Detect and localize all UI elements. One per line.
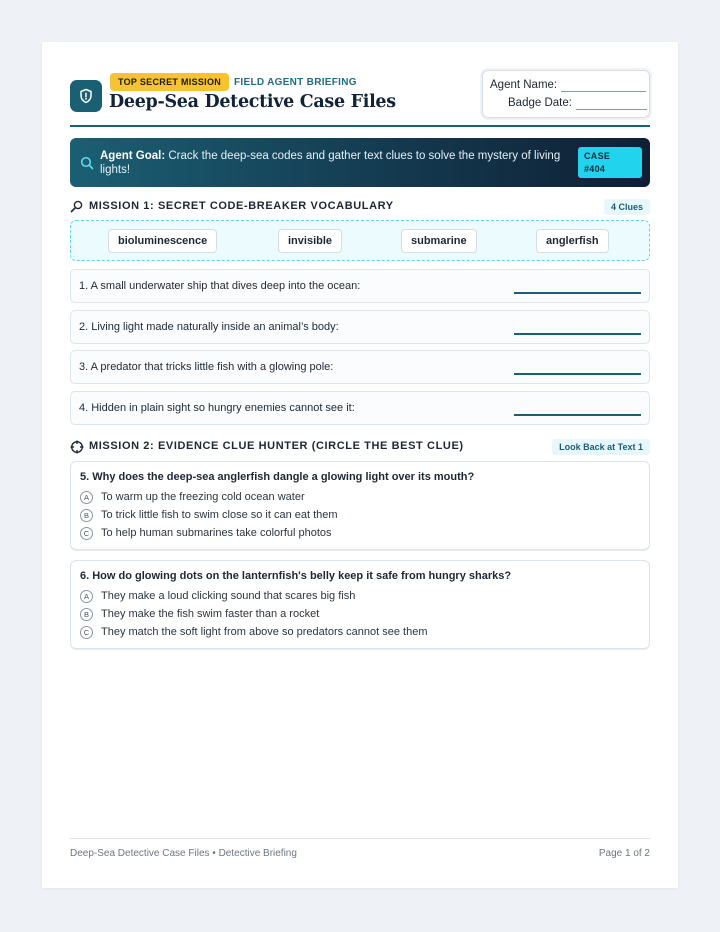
answer-line[interactable] — [514, 373, 641, 375]
option-text: To help human submarines take colorful photos — [101, 527, 332, 539]
badge-date-label: Badge Date: — [508, 97, 572, 109]
question-card — [70, 560, 650, 649]
vocab-prompt: 4. Hidden in plain sight so hungry enemies cannot see it: — [79, 402, 355, 414]
mission-1-title: MISSION 1: SECRET CODE-BREAKER VOCABULARY — [89, 200, 394, 212]
mission-1-heading — [70, 198, 650, 216]
page-number: Page 1 of 2 — [598, 848, 650, 859]
mission-2-title: MISSION 2: EVIDENCE CLUE HUNTER (CIRCLE THE BEST CLUE) — [89, 440, 464, 452]
crosshair-icon — [70, 440, 84, 459]
option-text: They make the fish swim faster than a rocket — [101, 608, 320, 620]
top-secret-badge: TOP SECRET MISSION — [110, 73, 229, 91]
shield-icon — [70, 80, 102, 112]
footer-divider — [70, 838, 650, 839]
vocab-prompt: 2. Living light made naturally inside an animal’s body: — [79, 321, 339, 333]
option-text: To warm up the freezing cold ocean water — [101, 491, 305, 503]
agent-name-label: Agent Name: — [490, 79, 558, 91]
badge-date-field[interactable] — [576, 100, 647, 110]
option-letter-circle[interactable]: B — [80, 509, 93, 522]
vocab-prompt: 3. A predator that tricks little fish with a glowing pole: — [79, 361, 334, 373]
badge-date-row — [508, 96, 647, 110]
agent-name-row — [490, 78, 646, 92]
magnifying-glass-icon — [70, 200, 83, 218]
page-title: Deep-Sea Detective Case Files — [109, 92, 396, 112]
question-card — [70, 461, 650, 550]
agent-goal-banner — [70, 138, 650, 187]
agent-name-field[interactable] — [561, 82, 646, 92]
agent-goal-label: Agent Goal: — [100, 150, 166, 162]
question-text: 5. Why does the deep-sea anglerfish dangle a glowing light over its mouth? — [80, 471, 475, 483]
option-text: They make a loud clicking sound that scares big fish — [101, 590, 356, 602]
case-label: CASE — [584, 151, 611, 161]
magnifier-icon — [80, 156, 94, 175]
vocab-row — [70, 269, 650, 303]
option-letter-circle[interactable]: C — [80, 527, 93, 540]
vocab-prompt: 1. A small underwater ship that dives deep into the ocean: — [79, 280, 361, 292]
mission-2-heading — [70, 438, 650, 456]
word-bank — [70, 220, 650, 261]
worksheet-page — [42, 42, 678, 888]
option-letter-circle[interactable]: A — [80, 491, 93, 504]
vocab-row — [70, 391, 650, 425]
option-text: To trick little fish to swim close so it can eat them — [101, 509, 338, 521]
case-number-badge — [578, 147, 642, 178]
agent-id-card — [482, 70, 650, 118]
word-bank-item[interactable]: anglerfish — [536, 229, 609, 253]
vocab-row — [70, 310, 650, 344]
option-letter-circle[interactable]: A — [80, 590, 93, 603]
vocab-row — [70, 350, 650, 384]
word-bank-item[interactable]: bioluminescence — [108, 229, 217, 253]
word-bank-item[interactable]: invisible — [278, 229, 342, 253]
case-number: #404 — [584, 164, 606, 174]
option-letter-circle[interactable]: B — [80, 608, 93, 621]
look-back-tag: Look Back at Text 1 — [552, 439, 650, 455]
option-text: They match the soft light from above so predators cannot see them — [101, 626, 428, 638]
clues-count-tag: 4 Clues — [604, 199, 650, 215]
agent-goal-text — [100, 149, 570, 177]
option-letter-circle[interactable]: C — [80, 626, 93, 639]
answer-line[interactable] — [514, 333, 641, 335]
word-bank-item[interactable]: submarine — [401, 229, 477, 253]
question-text: 6. How do glowing dots on the lanternfish's belly keep it safe from hungry sharks? — [80, 570, 512, 582]
answer-line[interactable] — [514, 414, 641, 416]
footer-title: Deep-Sea Detective Case Files • Detective Briefing — [70, 848, 297, 859]
briefing-subtitle: FIELD AGENT BRIEFING — [234, 77, 357, 88]
header-divider — [70, 125, 650, 127]
answer-line[interactable] — [514, 292, 641, 294]
agent-goal-body: Crack the deep-sea codes and gather text clues to solve the mystery of living lights! — [100, 150, 561, 176]
